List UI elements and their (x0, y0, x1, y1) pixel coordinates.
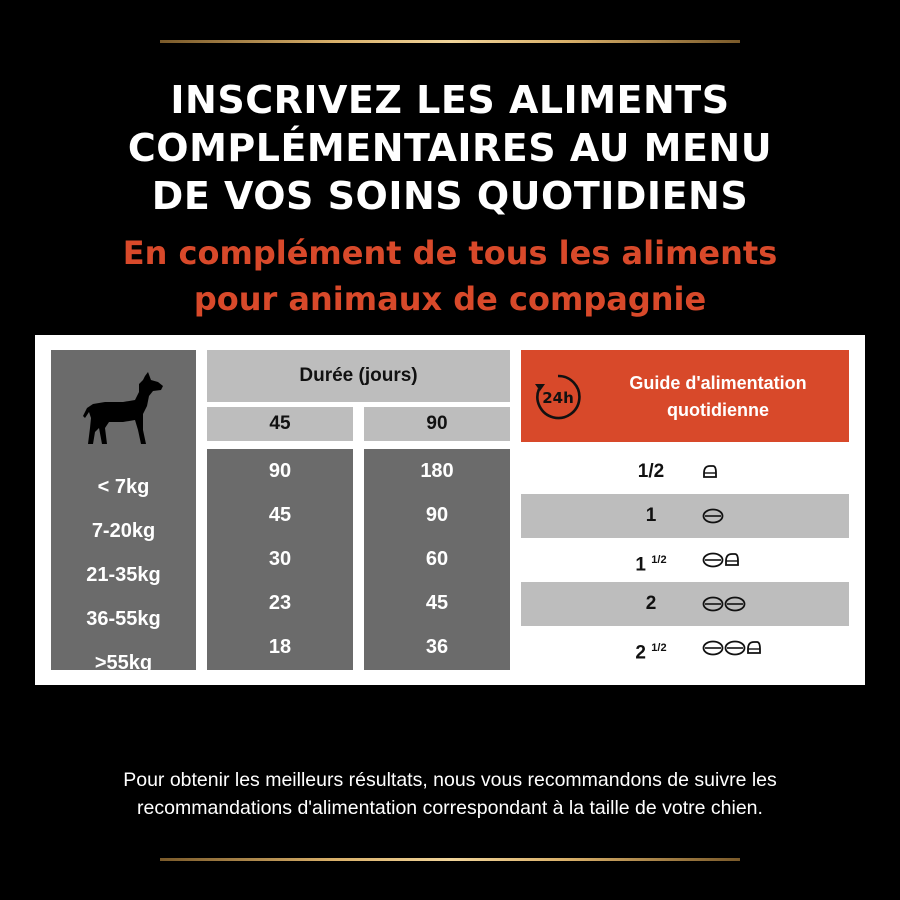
tablet-row (701, 463, 725, 481)
weight-list (51, 465, 196, 685)
days-value: 36 (425, 636, 449, 658)
half-tablet-icon (704, 466, 716, 477)
feeding-table (35, 335, 865, 685)
guide-row (521, 494, 849, 538)
tablet-row (701, 639, 769, 657)
tablets-graphic (701, 463, 725, 481)
days-45-column (207, 449, 353, 670)
tablet-row (701, 595, 755, 613)
portion-whole: 2 (645, 593, 657, 614)
tablets-graphic (701, 551, 747, 569)
gold-divider-top (160, 40, 740, 43)
portion-amount (601, 538, 701, 582)
tablet-icon (726, 642, 745, 655)
portion-amount (601, 582, 701, 626)
portion-amount (601, 626, 701, 670)
tablet-icon (704, 510, 723, 523)
dog-silhouette-icon (83, 372, 168, 447)
headline (0, 76, 900, 220)
half-tablet-icon (748, 642, 760, 653)
guide-row (521, 582, 849, 626)
days-90-column (364, 449, 510, 670)
days-value: 90 (425, 504, 449, 526)
tablet-icon (704, 642, 723, 655)
weight-label: 7-20kg (91, 520, 156, 542)
portion-whole: 2 (635, 642, 646, 664)
duration-header: Durée (jours) (207, 350, 510, 402)
subheadline (0, 230, 900, 322)
subheadline-line-1: En complément de tous les aliments (122, 234, 778, 272)
tablets-graphic (701, 639, 769, 657)
clock-badge-label: 24h (542, 389, 574, 407)
portion-fraction: 1/2 (651, 642, 667, 654)
24h-clock-icon (533, 372, 583, 422)
guide-row (521, 450, 849, 494)
footnote (20, 766, 880, 822)
guide-title-line-1: Guide d'alimentation (629, 373, 807, 393)
days-value: 45 (425, 592, 449, 614)
days-value: 90 (268, 460, 292, 482)
portion-whole: 1 (635, 554, 646, 576)
footnote-line-2: recommandations d'alimentation correspondant à la taille de votre chien. (137, 797, 763, 819)
footnote-line-1: Pour obtenir les meilleurs résultats, nous vous recommandons de suivre les (123, 769, 777, 791)
days-value: 30 (268, 548, 292, 570)
duration-45-header: 45 (207, 407, 353, 441)
portion-whole: 1/2 (637, 461, 665, 482)
days-value: 18 (268, 636, 292, 658)
headline-line-2: COMPLÉMENTAIRES AU MENU (127, 126, 773, 170)
guide-title-line-2: quotidienne (667, 400, 769, 420)
portion-amount (601, 494, 701, 538)
weight-column (51, 350, 196, 674)
portion-amount (601, 450, 701, 494)
tablet-icon (704, 598, 723, 611)
gold-divider-bottom (160, 858, 740, 861)
tablet-row (701, 507, 733, 525)
weight-label: 21-35kg (86, 564, 161, 586)
weight-label: < 7kg (97, 476, 150, 498)
guide-title (593, 370, 843, 424)
days-value: 60 (425, 548, 449, 570)
days-value: 45 (268, 504, 292, 526)
guide-rows (521, 450, 849, 670)
portion-fraction: 1/2 (651, 554, 667, 566)
portion-whole: 1 (645, 505, 657, 526)
tablet-icon (704, 554, 723, 567)
days-value: 180 (420, 460, 454, 482)
subheadline-line-2: pour animaux de compagnie (193, 280, 707, 318)
weight-label: 36-55kg (86, 608, 161, 630)
guide-row (521, 626, 849, 670)
duration-90-header: 90 (364, 407, 510, 441)
guide-row (521, 538, 849, 582)
half-tablet-icon (726, 554, 738, 565)
headline-line-1: INSCRIVEZ LES ALIMENTS (170, 78, 730, 122)
tablets-graphic (701, 507, 733, 525)
tablets-graphic (701, 595, 755, 613)
tablet-icon (726, 598, 745, 611)
tablet-row (701, 551, 747, 569)
daily-feeding-guide-header (521, 350, 849, 442)
days-value: 23 (268, 592, 292, 614)
headline-line-3: DE VOS SOINS QUOTIDIENS (151, 174, 749, 218)
weight-label: >55kg (94, 652, 153, 674)
